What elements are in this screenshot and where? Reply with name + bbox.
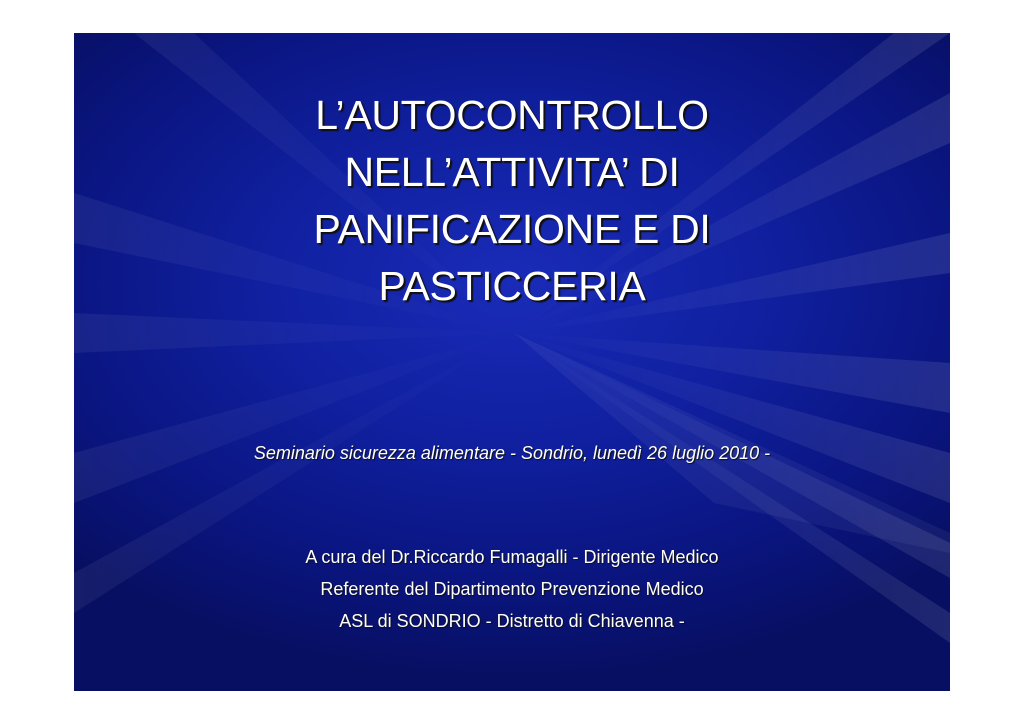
- title-line-3: PANIFICAZIONE E DI: [313, 206, 711, 252]
- author-line-3: ASL di SONDRIO - Distretto di Chiavenna -: [339, 611, 685, 631]
- slide-title: [74, 87, 950, 315]
- slide: [74, 33, 950, 691]
- slide-subtitle: Seminario sicurezza alimentare - Sondrio, lunedì 26 luglio 2010 -: [253, 443, 771, 463]
- title-line-1: L’AUTOCONTROLLO: [315, 92, 709, 138]
- title-line-4: PASTICCERIA: [378, 263, 646, 309]
- author-line-2: Referente del Dipartimento Prevenzione Medico: [320, 579, 704, 599]
- title-line-2: NELL’ATTIVITA’ DI: [344, 149, 680, 195]
- author-line-1: A cura del Dr.Riccardo Fumagalli - Dirigente Medico: [305, 547, 719, 567]
- author-block: [74, 541, 950, 637]
